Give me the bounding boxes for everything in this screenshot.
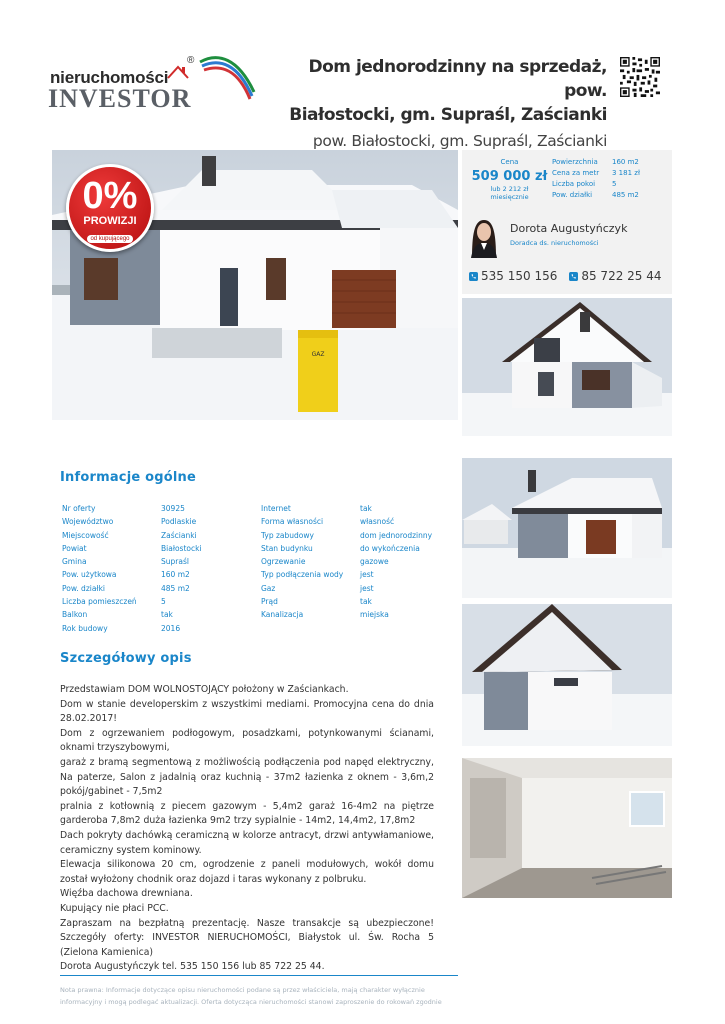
table-row: [62, 515, 452, 528]
house-roof-icon: [166, 64, 190, 80]
cell: jest: [360, 583, 374, 593]
cell: 2016: [161, 623, 181, 633]
agent-phones: [469, 269, 662, 283]
description-line: Dorota Augustyńczyk tel. 535 150 156 lub 85 722 25 44.: [60, 961, 325, 973]
house-front-photo-2[interactable]: [462, 458, 672, 598]
cell: 5: [161, 597, 166, 607]
cell: Balkon: [62, 610, 88, 620]
house-side-photo[interactable]: [462, 298, 672, 436]
offer-title-line-1: Dom jednorodzinny na sprzedaż, pow.: [308, 57, 607, 101]
table-row: [62, 555, 452, 568]
agent-avatar: [465, 216, 503, 258]
main-house-photo[interactable]: [52, 150, 458, 420]
description-text: [60, 683, 434, 975]
description-title: Szczegółowy opis: [60, 651, 192, 666]
price-monthly-2: miesięcznie: [490, 193, 529, 201]
cell: Kanalizacja: [261, 610, 304, 620]
table-row: [62, 582, 452, 595]
description-line: Kupujący nie płaci PCC.: [60, 902, 169, 914]
cell: Liczba pomieszczeń: [62, 597, 137, 607]
cell: Prąd: [261, 597, 278, 607]
cell: własność: [360, 517, 395, 527]
house-rear-photo[interactable]: [462, 604, 672, 746]
description-line: Dach pokryty dachówką ceramiczną w kolorze antracyt, drzwi antywłamaniowe, ceramiczny system kominowy.: [60, 829, 434, 856]
cell: Białostocki: [161, 543, 202, 553]
cell: Gaz: [261, 583, 276, 593]
phone-mobile-number: 535 150 156: [481, 269, 558, 283]
qr-code-icon: [620, 57, 660, 97]
cell: Supraśl: [161, 557, 189, 567]
agent-name: Dorota Augustyńczyk: [510, 222, 628, 235]
description-line: garaż z bramą segmentową z możliwością podłączenia pod napęd elektryczny, Na paterze, Salon z jadalnią oraz kuchnią - 37m2 łazienka z oknem - 3,6m,2 pokój/gabinet - 7,5m2: [60, 756, 434, 798]
cell: jest: [360, 570, 374, 580]
cell: miejska: [360, 610, 389, 620]
general-info-table: [62, 502, 452, 635]
cell: Miejscowość: [62, 530, 109, 540]
cell: Typ podłączenia wody: [261, 570, 344, 580]
phone-icon: [469, 272, 478, 281]
cell: 30925: [161, 504, 185, 513]
legal-note: Nota prawna: Informacje dotyczące opisu nieruchomości podane są przez właściciela, mają charakter wyłącznie informacyjny i mogą podlegać aktualizacji. Oferta dotycząca nieruchomości stanowi zaproszenie do rokowań zgodnie: [60, 986, 442, 1006]
badge-subtext: od kupującego: [87, 235, 132, 243]
table-row: [62, 595, 452, 608]
offer-location: pow. Białostocki, gm. Supraśl, Zaścianki: [312, 132, 607, 150]
footer-divider: [60, 975, 458, 976]
description-line: Przedstawiam DOM WOLNOSTOJĄCY położony w Zaściankach.: [60, 684, 349, 695]
cell: 160 m2: [161, 570, 190, 580]
cell: tak: [360, 597, 372, 607]
cell: Rok budowy: [62, 623, 108, 633]
param-row: [552, 179, 640, 190]
price-value: 509 000 zł: [471, 169, 548, 184]
logo-swoosh-icon: [198, 52, 256, 100]
cell: do wykończenia: [360, 543, 420, 553]
cell: Powiat: [62, 543, 87, 553]
param-label: Cena za metr: [552, 169, 600, 177]
company-logo: [48, 52, 253, 112]
table-row: [62, 529, 452, 542]
agent-role: Doradca ds. nieruchomości: [510, 239, 599, 247]
interior-photo[interactable]: [462, 758, 672, 898]
registered-mark: ®: [187, 55, 195, 66]
cell: Zaścianki: [161, 530, 197, 540]
table-row: [62, 502, 452, 515]
phone-office[interactable]: [569, 269, 661, 283]
table-row: [62, 608, 452, 621]
table-row: [62, 622, 452, 635]
cell: dom jednorodzinny: [360, 530, 433, 540]
price-column: [467, 158, 552, 201]
badge-number: 0%: [82, 175, 138, 217]
price-label: Cena: [500, 158, 519, 166]
logo-top-text: nieruchomości: [50, 68, 169, 87]
description-line: Zapraszam na bezpłatną prezentację. Nasze transakcje są ubezpieczone! Szczegóły oferty: INVESTOR NIERUCHOMOŚCI, Białystok ul. Św. Rocha 5 (Zielona Kamienica): [60, 917, 434, 958]
param-label: Liczba pokoi: [552, 180, 596, 188]
phone-office-number: 85 722 25 44: [581, 269, 662, 283]
param-label: Pow. działki: [552, 191, 593, 199]
cell: Podlaskie: [161, 517, 197, 527]
phone-icon: [569, 272, 578, 281]
description-line: Dom z ogrzewaniem podłogowym, posadzkami, potynkowanymi ścianami, oknami trzyszybowymi,: [60, 727, 434, 754]
table-row: [62, 568, 452, 581]
cell: Ogrzewanie: [261, 557, 306, 567]
cell: gazowe: [360, 557, 389, 567]
cell: tak: [360, 504, 372, 513]
cell: Forma własności: [261, 517, 324, 527]
badge-word: PROWIZJI: [83, 215, 137, 227]
cell: Województwo: [62, 517, 114, 527]
param-row: [552, 157, 640, 168]
cell: Stan budynku: [261, 543, 313, 553]
phone-mobile[interactable]: [469, 269, 557, 283]
cell: Typ zabudowy: [261, 530, 314, 540]
table-row: [62, 542, 452, 555]
param-label: Powierzchnia: [552, 158, 598, 166]
cell: [261, 622, 360, 635]
general-info-title: Informacje ogólne: [60, 470, 197, 485]
description-line: pralnia z kotłownią z piecem gazowym - 5,4m2 garaż 16-4m2 na piętrze garderoba 7,8m2 duża łazienka 9m2 trzy sypialnie - 14m2, 14,4m2, 17,8m2: [60, 800, 434, 827]
param-value: 160 m2: [612, 158, 639, 166]
zero-commission-badge: [66, 164, 154, 252]
cell: Internet: [261, 504, 291, 513]
description-line: Więźba dachowa drewniana.: [60, 888, 193, 900]
cell: Nr oferty: [62, 504, 96, 513]
param-row: [552, 190, 640, 201]
offer-title-block: [277, 55, 607, 154]
cell: Pow. działki: [62, 583, 105, 593]
description-line: Dom w stanie developerskim z wszystkimi mediami. Promocyjna cena do dnia 28.02.2017!: [60, 698, 434, 725]
cell: tak: [161, 610, 173, 620]
cell: Gmina: [62, 557, 87, 567]
cell: Pow. użytkowa: [62, 570, 117, 580]
logo-bottom-text: INVESTOR: [48, 84, 192, 113]
description-line: Elewacja silikonowa 20 cm, ogrodzenie z paneli modułowych, wokół domu został wyłożony chodnik oraz dojazd i taras wykonany z polbruku.: [60, 859, 434, 885]
price-monthly-1: lub 2 212 zł: [490, 185, 529, 193]
key-params: [552, 157, 640, 201]
param-value: 485 m2: [612, 191, 639, 199]
offer-title-line-2: Białostocki, gm. Supraśl, Zaścianki: [289, 105, 607, 125]
param-row: [552, 168, 640, 179]
param-value: 5: [612, 180, 617, 188]
param-value: 3 181 zł: [612, 169, 640, 177]
gas-box-label: GAZ: [311, 351, 325, 358]
cell: 485 m2: [161, 583, 190, 593]
cell: [360, 622, 452, 635]
